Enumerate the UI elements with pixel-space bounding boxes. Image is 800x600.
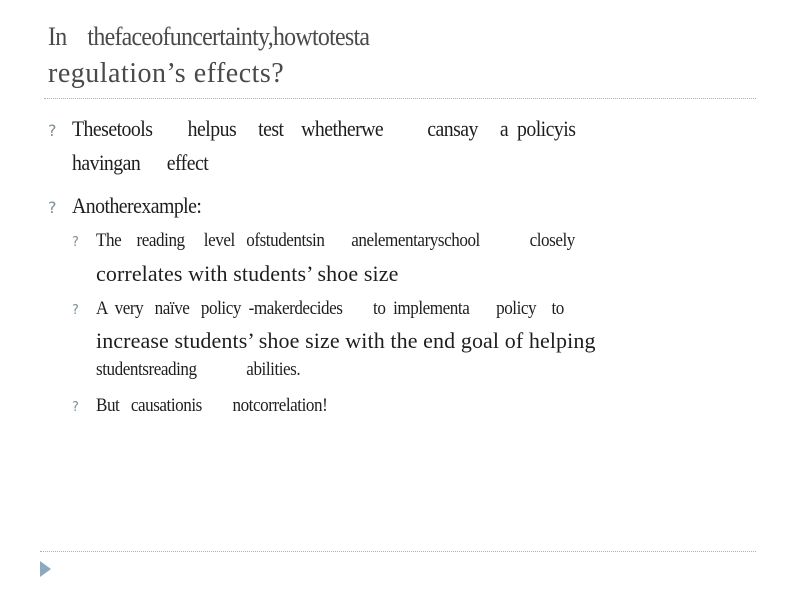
slide-title — [48, 24, 748, 88]
sub-bullet-text: But causationis notcorrelation! — [96, 395, 328, 416]
sub-bullet-text-continued: increase students’ shoe size with the end goal of helping — [96, 328, 596, 353]
triangle-right-icon[interactable] — [40, 561, 51, 577]
bullet-marker: ? — [48, 198, 57, 217]
sub-bullet-marker: ? — [72, 303, 79, 318]
footer-divider — [40, 551, 756, 552]
sub-bullet-text: A very naïve policy -makerdecides to implementa policy to — [96, 298, 564, 319]
sub-bullet-marker: ? — [72, 235, 79, 250]
sub-bullet-text: The reading level ofstudentsin anelementaryschool closely — [96, 230, 575, 251]
bullet-text-continued: havingan effect — [72, 150, 209, 175]
sub-bullet-text-continued: correlates with students’ shoe size — [96, 261, 399, 286]
bullet-text: Thesetools helpus test whetherwe cansay a policyis — [72, 116, 576, 141]
sub-bullet-marker: ? — [72, 400, 79, 415]
sub-bullet-text-continued: studentsreading abilities. — [96, 359, 301, 380]
title-divider — [44, 98, 756, 99]
slide-title-line-2: regulation’s effects? — [48, 58, 285, 89]
slide-title-line-1: In thefaceofuncertainty,howtotesta — [48, 22, 370, 51]
bullet-marker: ? — [48, 121, 57, 140]
bullet-text: Anotherexample: — [72, 193, 202, 218]
